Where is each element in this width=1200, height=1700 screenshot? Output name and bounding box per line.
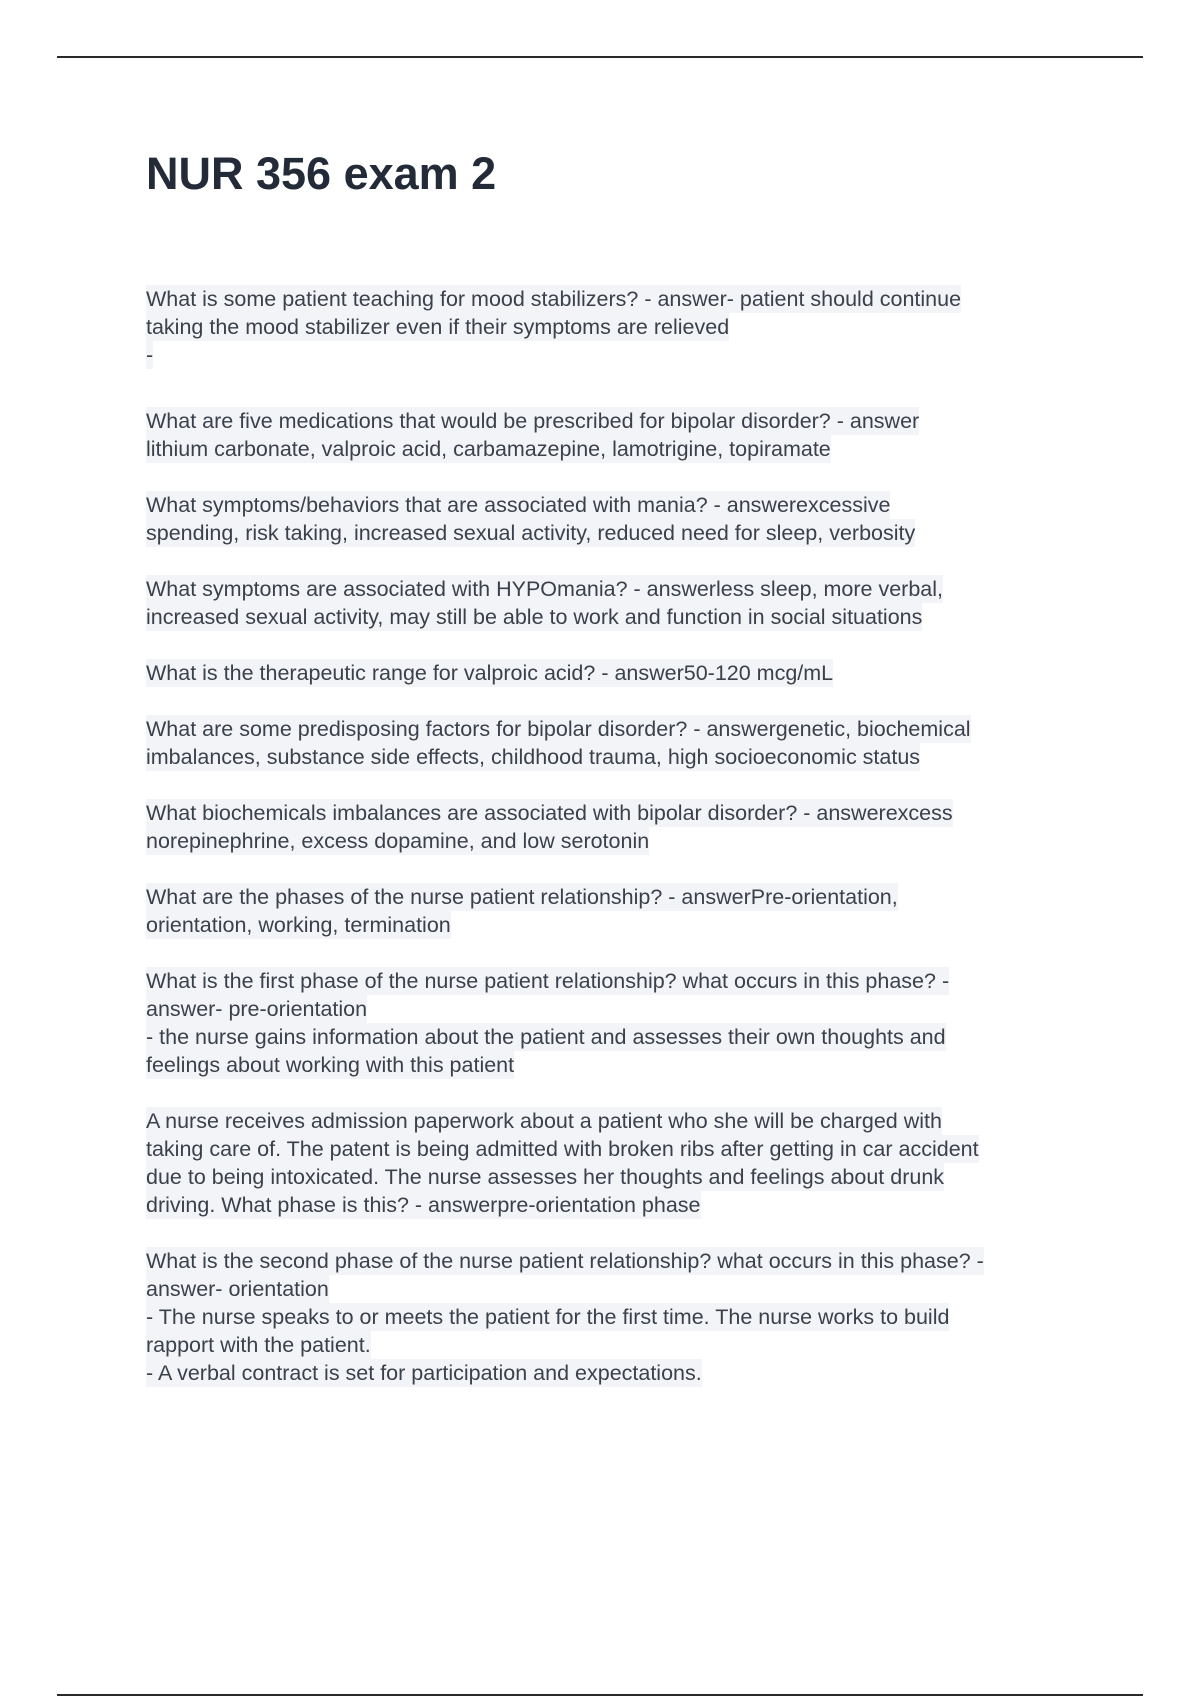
qa-line: taking care of. The patent is being admitted with broken ribs after getting in car accident: [146, 1137, 979, 1161]
qa-entry: [146, 659, 1096, 687]
qa-entry: [146, 967, 1096, 1079]
qa-entry: [146, 883, 1096, 939]
qa-entry: [146, 575, 1096, 631]
qa-line: due to being intoxicated. The nurse assesses her thoughts and feelings about drunk: [146, 1165, 945, 1189]
qa-line: imbalances, substance side effects, childhood trauma, high socioeconomic status: [146, 745, 921, 769]
qa-line: What symptoms/behaviors that are associated with mania? - answerexcessive: [146, 493, 891, 517]
qa-line: - the nurse gains information about the patient and assesses their own thoughts and: [146, 1025, 946, 1049]
qa-line: increased sexual activity, may still be able to work and function in social situations: [146, 605, 923, 629]
qa-line: What symptoms are associated with HYPOmania? - answerless sleep, more verbal,: [146, 577, 944, 601]
qa-line: feelings about working with this patient: [146, 1053, 515, 1077]
qa-entry: [146, 491, 1096, 547]
qa-line: driving. What phase is this? - answerpre-orientation phase: [146, 1193, 701, 1217]
qa-entry: [146, 715, 1096, 771]
qa-line: answer- pre-orientation: [146, 997, 368, 1021]
top-rule: [57, 56, 1143, 58]
document-title: NUR 356 exam 2: [146, 148, 497, 199]
qa-line: What biochemicals imbalances are associated with bipolar disorder? - answerexcess: [146, 801, 953, 825]
qa-entry: [146, 1247, 1096, 1387]
qa-line: orientation, working, termination: [146, 913, 451, 937]
qa-line: - The nurse speaks to or meets the patient for the first time. The nurse works to build: [146, 1305, 950, 1329]
qa-line: taking the mood stabilizer even if their symptoms are relieved: [146, 315, 730, 339]
qa-entry: [146, 407, 1096, 463]
qa-line: norepinephrine, excess dopamine, and low serotonin: [146, 829, 650, 853]
bottom-rule: [57, 1694, 1143, 1696]
qa-line: What is the first phase of the nurse patient relationship? what occurs in this phase? -: [146, 969, 950, 993]
qa-line: spending, risk taking, increased sexual activity, reduced need for sleep, verbosity: [146, 521, 916, 545]
qa-line: What is the therapeutic range for valproic acid? - answer50-120 mcg/mL: [146, 661, 834, 685]
qa-line: What is the second phase of the nurse patient relationship? what occurs in this phase? -: [146, 1249, 984, 1273]
qa-line: rapport with the patient.: [146, 1333, 371, 1357]
qa-line: What is some patient teaching for mood stabilizers? - answer- patient should continue: [146, 287, 962, 311]
qa-entry: [146, 285, 1096, 369]
qa-line: What are the phases of the nurse patient relationship? - answerPre-orientation,: [146, 885, 898, 909]
qa-line: -: [146, 343, 154, 367]
qa-line: A nurse receives admission paperwork about a patient who she will be charged with: [146, 1109, 942, 1133]
qa-entry: [146, 799, 1096, 855]
qa-list: [146, 285, 1096, 1415]
qa-line: What are some predisposing factors for bipolar disorder? - answergenetic, biochemical: [146, 717, 971, 741]
qa-line: What are five medications that would be prescribed for bipolar disorder? - answer: [146, 409, 920, 433]
qa-line: answer- orientation: [146, 1277, 329, 1301]
qa-line: - A verbal contract is set for participation and expectations.: [146, 1361, 702, 1385]
qa-entry: [146, 1107, 1096, 1219]
qa-line: lithium carbonate, valproic acid, carbamazepine, lamotrigine, topiramate: [146, 437, 831, 461]
